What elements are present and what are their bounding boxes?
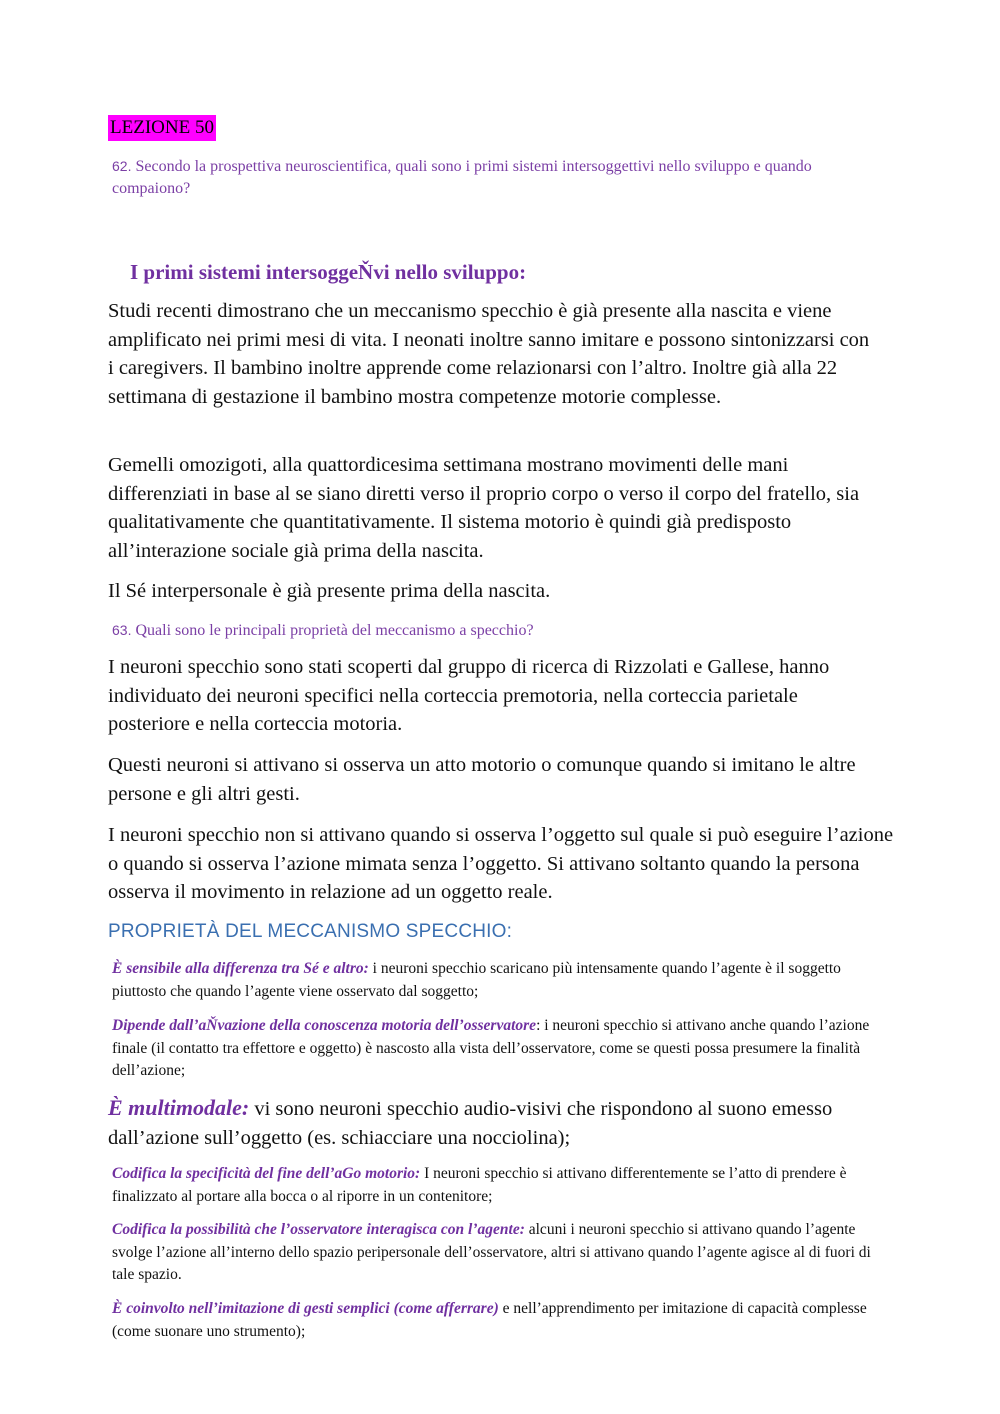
property-text: alcuni i neuroni specchio si attivano quando l’agente svolge l’azione all’interno dello spazio peripersonale dell’osservatore, altri si attivano quando l’agente agisce al di fuori di tale spazio. — [112, 1221, 871, 1283]
question-63-number: 63. — [112, 622, 132, 638]
property-item — [112, 958, 892, 1003]
property-text: vi sono neuroni specchio audio-visivi che rispondono al suono emesso dall’azione sull’oggetto (es. schiacciare una nocciolina); — [108, 1098, 833, 1149]
paragraph-2: Gemelli omozigoti, alla quattordicesima settimana mostrano movimenti delle mani differenziati in base al se siano diretti verso il proprio corpo o verso il corpo del fratello, sia qualitativamente che quantitativamente. Il sistema motorio è quindi già predisposto all’interazione sociale già prima della nascita. — [108, 454, 860, 562]
properties-heading: PROPRIETÀ DEL MECCANISMO SPECCHIO: — [108, 921, 513, 942]
property-item — [112, 1163, 882, 1208]
paragraph-1: Studi recenti dimostrano che un meccanismo specchio è già presente alla nascita e viene amplificato nei primi mesi di vita. I neonati inoltre sanno imitare e possono sintonizzarsi con i caregivers. Il bambino inoltre apprende come relazionarsi con l’altro. Inoltre già alla 22 settimana di gestazione il bambino mostra competenze motorie complesse. — [108, 300, 870, 408]
property-item — [112, 1219, 882, 1287]
paragraph-6: I neuroni specchio non si attivano quando si osserva l’oggetto sul quale si può eseguire l’azione o quando si osserva l’azione mimata senza l’oggetto. Si attivano soltanto quando la persona osserva il movimento in relazione ad un oggetto reale. — [108, 824, 894, 903]
property-text: I neuroni specchio si attivano differentemente se l’atto di prendere è finalizzato al portare alla bocca o al riporre in un contenitore; — [112, 1165, 847, 1205]
paragraph-4: I neuroni specchio sono stati scoperti dal gruppo di ricerca di Rizzolati e Gallese, hanno individuato dei neuroni specifici nella corteccia premotoria, nella corteccia parietale posteriore e nella corteccia motoria. — [108, 656, 830, 735]
section-heading: I primi sistemi intersoggeŇvi nello sviluppo: — [130, 260, 527, 284]
property-lead: È coinvolto nell’imitazione di gesti semplici (come afferrare) — [112, 1300, 499, 1317]
question-62-number: 62. — [112, 158, 132, 174]
question-62 — [112, 155, 852, 200]
property-text: : i neuroni specchio si attivano anche quando l’azione finale (il contatto tra effettore e oggetto) è nascosto alla vista dell’osservatore, come se questi possa presumere la finalità dell’azione; — [112, 1017, 870, 1079]
property-item — [112, 1015, 892, 1083]
property-lead: È multimodale: — [108, 1095, 250, 1120]
question-62-text: Secondo la prospettiva neuroscientifica, quali sono i primi sistemi intersoggettivi nello sviluppo e quando compaiono? — [112, 158, 812, 197]
paragraph-5: Questi neuroni si attivano si osserva un atto motorio o comunque quando si imitano le altre persone e gli altri gesti. — [108, 754, 856, 805]
property-item — [112, 1298, 882, 1343]
property-lead: Codifica la specificità del fine dell’aGo motorio: — [112, 1165, 421, 1182]
property-text: i neuroni specchio scaricano più intensamente quando l’agente è il soggetto piuttosto che quando l’agente viene osservato dal soggetto; — [112, 960, 841, 1000]
lesson-title: LEZIONE 50 — [108, 115, 216, 141]
property-lead: Dipende dall’aŇvazione della conoscenza motoria dell’osservatore — [112, 1017, 537, 1034]
question-63-text: Quali sono le principali proprietà del meccanismo a specchio? — [135, 622, 534, 639]
property-text: e nell’apprendimento per imitazione di capacità complesse (come suonare uno strumento); — [112, 1300, 867, 1340]
paragraph-3: Il Sé interpersonale è già presente prima della nascita. — [108, 580, 551, 602]
question-63 — [112, 619, 852, 642]
property-lead: Codifica la possibilità che l’osservatore interagisca con l’agente: — [112, 1221, 525, 1238]
property-lead: È sensibile alla differenza tra Sé e altro: — [112, 960, 369, 977]
property-item — [108, 1094, 868, 1152]
